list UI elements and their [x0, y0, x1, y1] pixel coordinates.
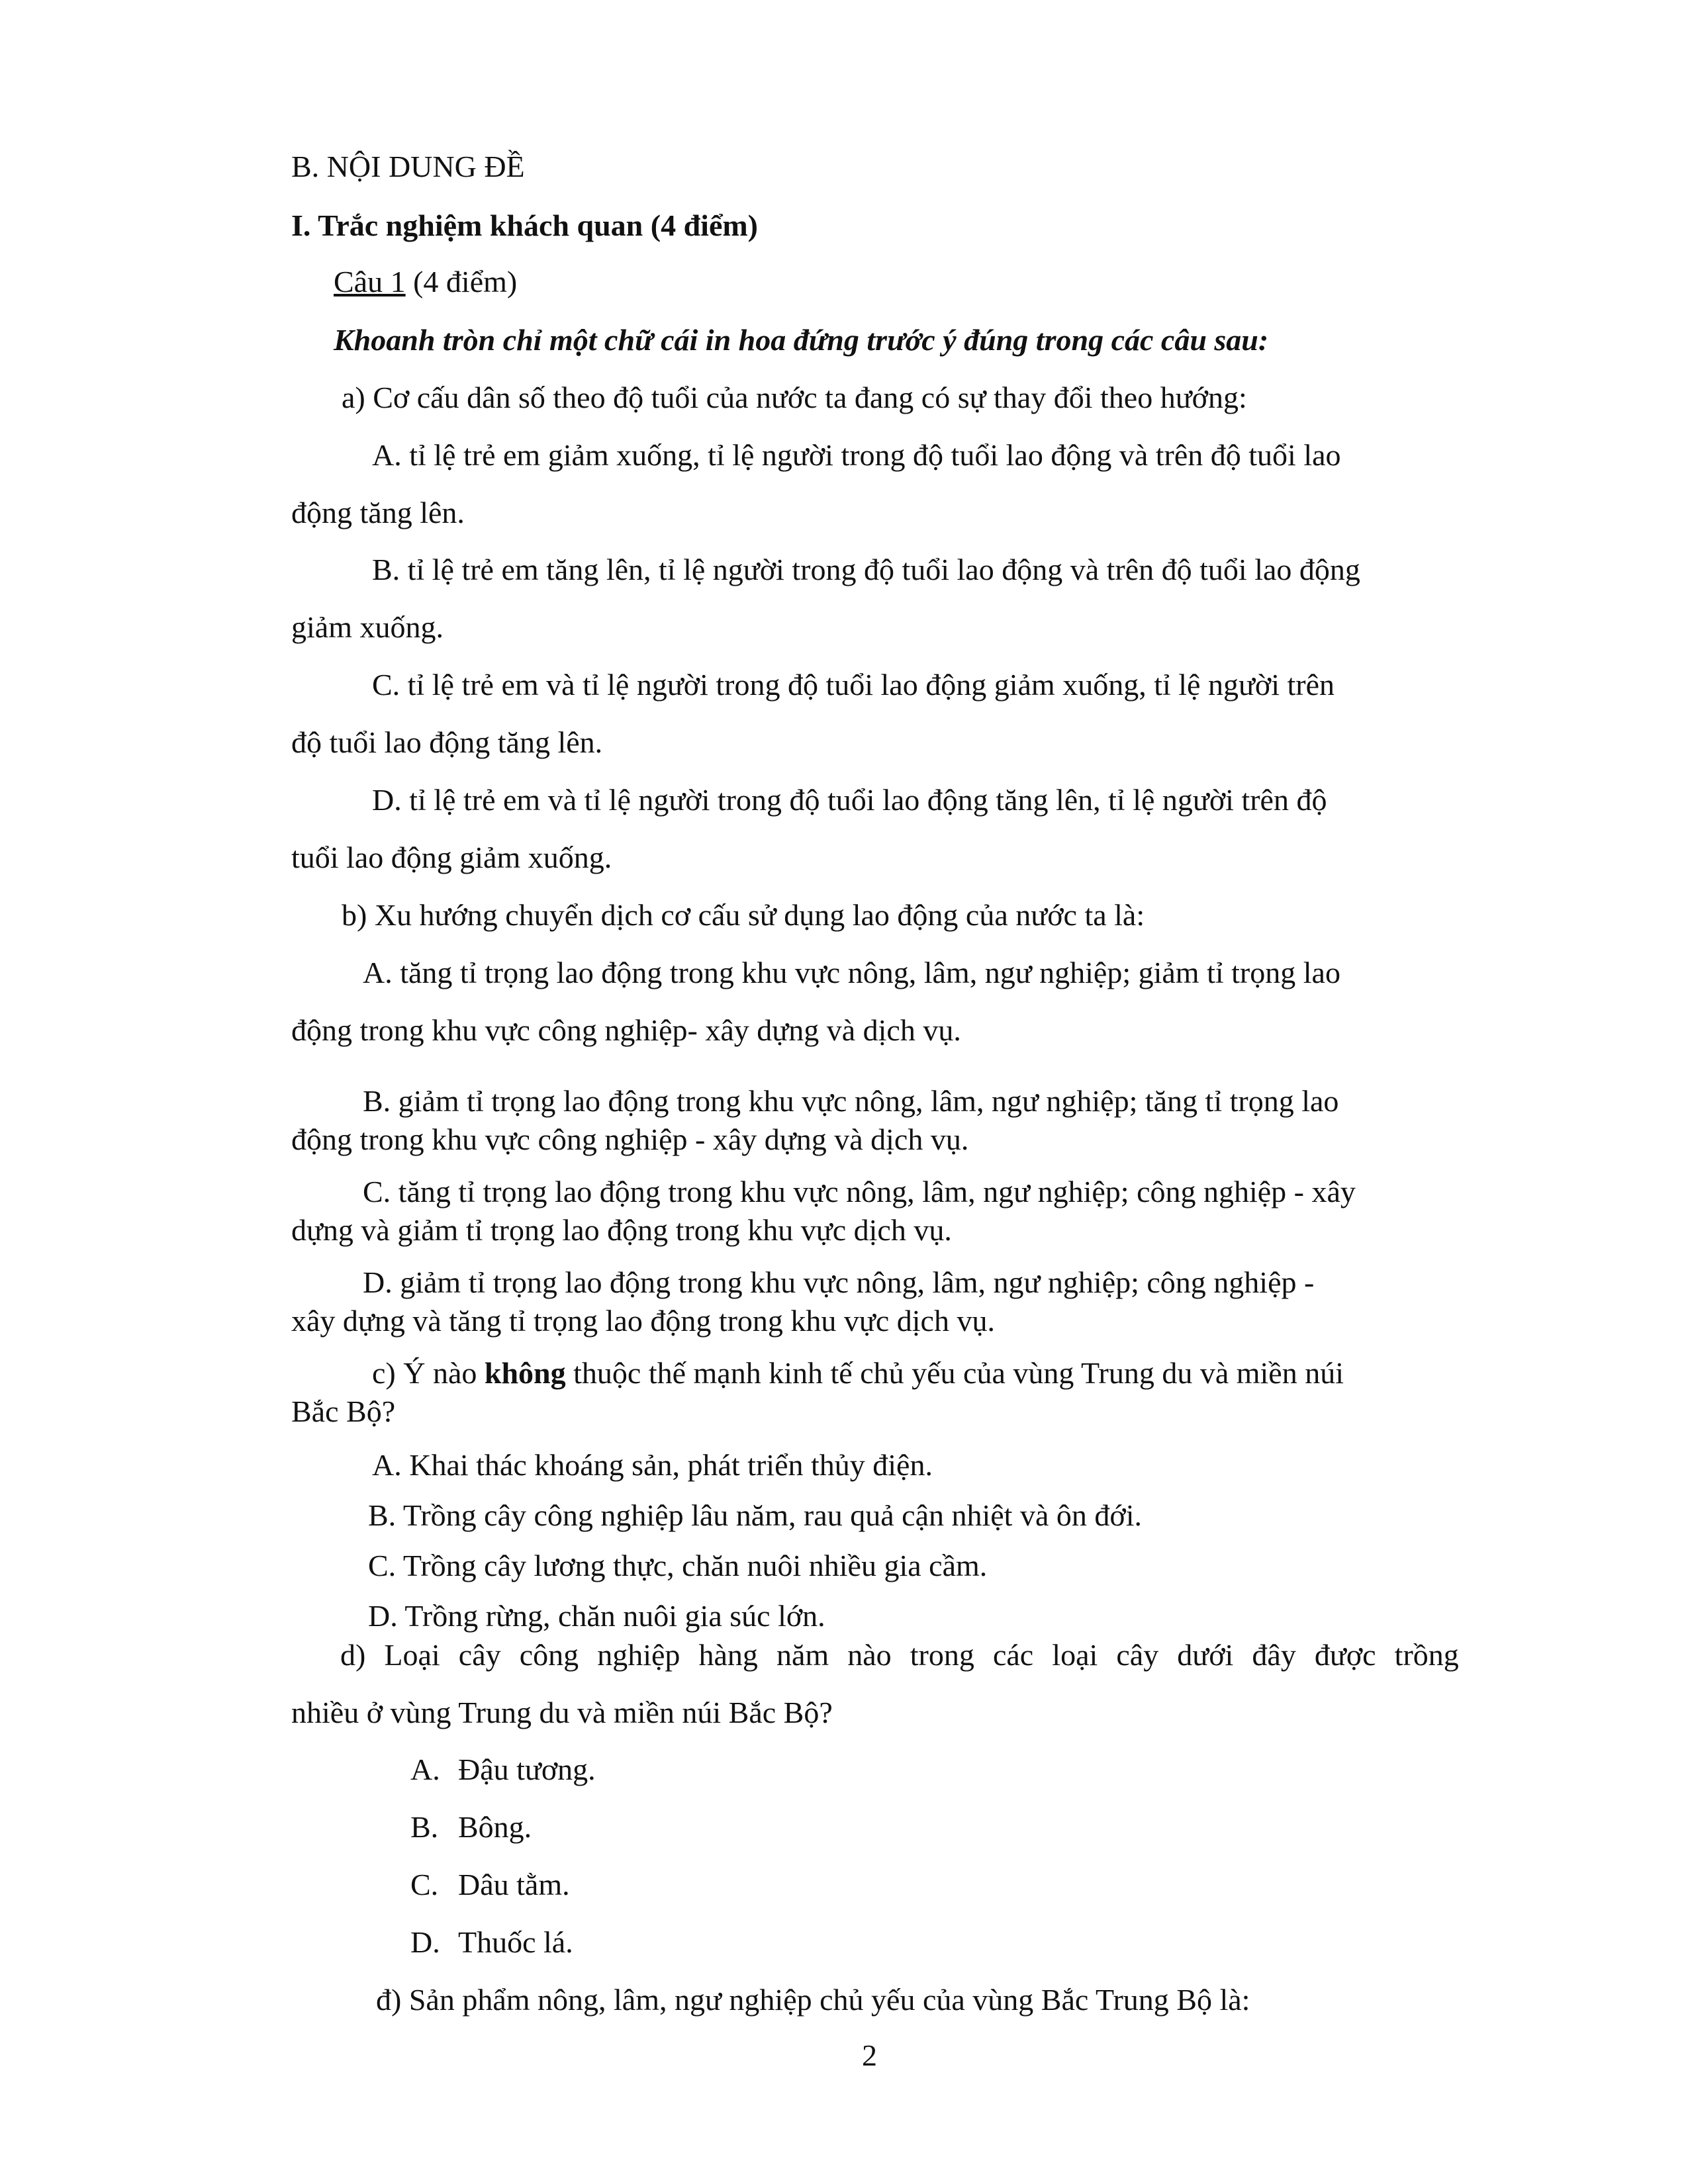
question-b-option-b-line1: B. giảm tỉ trọng lao động trong khu vực nông, lâm, ngư nghiệp; tăng tỉ trọng lao	[363, 1084, 1339, 1118]
question-b-option-d-line2: xây dựng và tăng tỉ trọng lao động trong khu vực dịch vụ.	[291, 1304, 995, 1338]
question-d-option	[410, 1751, 596, 1788]
question-d-stem-word: d)	[340, 1638, 366, 1672]
question-b-option-a-line2: động trong khu vực công nghiệp- xây dựng và dịch vụ.	[291, 1013, 961, 1047]
question-d-option	[410, 1809, 532, 1846]
question-b-option-d-line1: D. giảm tỉ trọng lao động trong khu vực nông, lâm, ngư nghiệp; công nghiệp -	[363, 1265, 1315, 1299]
question-c-stem-emphasis: không	[484, 1356, 566, 1390]
question-d-stem-word: nghiệp	[597, 1638, 680, 1672]
question-a-option-c-line1: C. tỉ lệ trẻ em và tỉ lệ người trong độ tuổi lao động giảm xuống, tỉ lệ người trên	[372, 668, 1335, 702]
question-d-stem-word: cây	[1116, 1638, 1159, 1672]
question-d-stem-line2: nhiều ở vùng Trung du và miền núi Bắc Bộ?	[291, 1696, 833, 1729]
option-letter: B.	[410, 1810, 439, 1844]
question-d-stem-word: năm	[776, 1638, 829, 1672]
question-a-stem: a) Cơ cấu dân số theo độ tuổi của nước ta đang có sự thay đổi theo hướng:	[342, 381, 1247, 414]
question-b-option-b-line2: động trong khu vực công nghiệp - xây dựng và dịch vụ.	[291, 1122, 969, 1156]
question-d-stem-word: hàng	[698, 1638, 758, 1672]
question-a-option-d-line1: D. tỉ lệ trẻ em và tỉ lệ người trong độ tuổi lao động tăng lên, tỉ lệ người trên độ	[372, 783, 1327, 817]
question-a-option-c-line2: độ tuổi lao động tăng lên.	[291, 725, 603, 759]
question-c-option-a: A. Khai thác khoáng sản, phát triển thủy điện.	[372, 1448, 933, 1482]
question-c-stem-line2: Bắc Bộ?	[291, 1394, 396, 1428]
question-c-option-d: D. Trồng rừng, chăn nuôi gia súc lớn.	[368, 1599, 825, 1633]
question-c-option-b: B. Trồng cây công nghiệp lâu năm, rau quả cận nhiệt và ôn đới.	[368, 1498, 1142, 1532]
page-number: 2	[862, 2038, 877, 2072]
question-label: Câu 1	[334, 265, 406, 298]
question-a-option-b-line2: giảm xuống.	[291, 610, 444, 644]
question-d-stem-word: nào	[847, 1638, 892, 1672]
question-d-stem-word: loại	[1052, 1638, 1098, 1672]
question-d-stem-word: các	[992, 1638, 1034, 1672]
question-b-option-a-line1: A. tăng tỉ trọng lao động trong khu vực nông, lâm, ngư nghiệp; giảm tỉ trọng lao	[363, 956, 1340, 989]
question-d-stem-word: dưới	[1177, 1638, 1234, 1672]
question-c-stem-suffix: thuộc thế mạnh kinh tế chủ yếu của vùng Trung du và miền núi	[565, 1356, 1344, 1390]
question-c-stem-prefix: c) Ý nào	[372, 1356, 485, 1390]
option-text: Thuốc lá.	[458, 1925, 573, 1959]
question-instruction: Khoanh tròn chỉ một chữ cái in hoa đứng trước ý đúng trong các câu sau:	[334, 323, 1269, 357]
question-dd-stem: đ) Sản phẩm nông, lâm, ngư nghiệp chủ yếu của vùng Bắc Trung Bộ là:	[376, 1983, 1250, 2017]
question-d-stem-word: trong	[910, 1638, 974, 1672]
question-points: (4 điểm)	[405, 265, 518, 298]
question-b-option-c-line1: C. tăng tỉ trọng lao động trong khu vực nông, lâm, ngư nghiệp; công nghiệp - xây	[363, 1175, 1356, 1208]
question-c-stem	[372, 1355, 1344, 1392]
question-a-option-d-line2: tuổi lao động giảm xuống.	[291, 841, 612, 874]
section-heading: B. NỘI DUNG ĐỀ	[291, 150, 525, 183]
question-a-option-a-line2: động tăng lên.	[291, 496, 465, 529]
question-c-option-c: C. Trồng cây lương thực, chăn nuôi nhiều gia cầm.	[368, 1549, 988, 1582]
question-a-option-b-line1: B. tỉ lệ trẻ em tăng lên, tỉ lệ người trong độ tuổi lao động và trên độ tuổi lao động	[372, 553, 1360, 586]
option-letter: C.	[410, 1868, 439, 1901]
question-d-option	[410, 1924, 573, 1961]
question-d-stem-word: đây	[1252, 1638, 1296, 1672]
question-d-stem	[340, 1637, 1459, 1674]
option-text: Dâu tằm.	[458, 1868, 570, 1901]
question-a-option-a-line1: A. tỉ lệ trẻ em giảm xuống, tỉ lệ người trong độ tuổi lao động và trên độ tuổi lao	[372, 438, 1341, 472]
option-text: Bông.	[458, 1810, 532, 1844]
question-b-option-c-line2: dựng và giảm tỉ trọng lao động trong khu vực dịch vụ.	[291, 1213, 952, 1247]
question-b-stem: b) Xu hướng chuyển dịch cơ cấu sử dụng lao động của nước ta là:	[342, 898, 1145, 932]
part-heading: I. Trắc nghiệm khách quan (4 điểm)	[291, 208, 759, 242]
question-d-stem-word: Loại	[384, 1638, 440, 1672]
question-1-header	[334, 263, 517, 300]
question-d-option	[410, 1866, 570, 1903]
option-text: Đậu tương.	[458, 1752, 596, 1786]
question-d-stem-word: trồng	[1394, 1638, 1459, 1672]
option-letter: D.	[410, 1925, 440, 1959]
option-letter: A.	[410, 1752, 440, 1786]
question-d-stem-word: được	[1314, 1638, 1376, 1672]
question-d-stem-word: cây	[458, 1638, 501, 1672]
question-d-stem-word: công	[519, 1638, 579, 1672]
